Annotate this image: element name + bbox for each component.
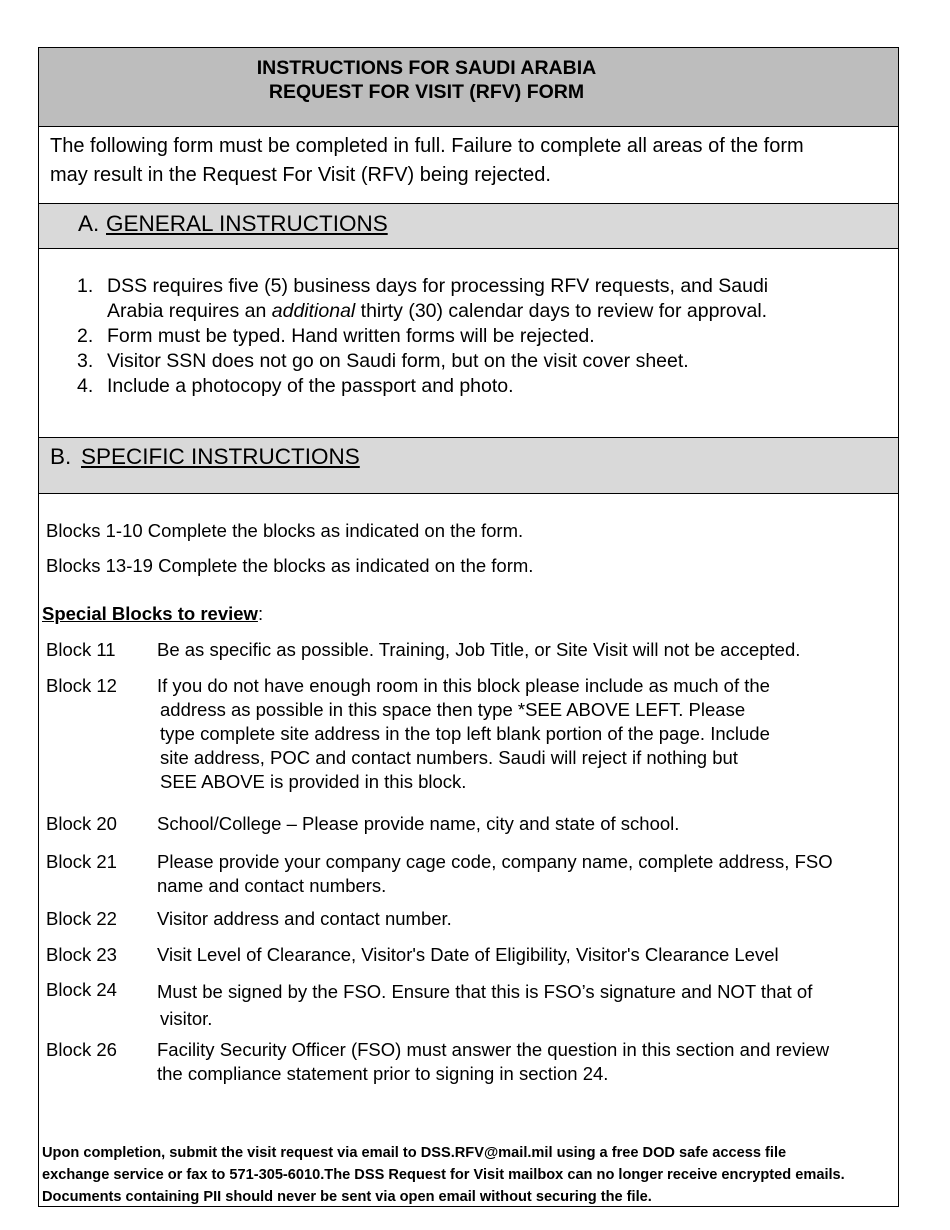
block-21-line: name and contact numbers. xyxy=(157,875,387,896)
intro-section xyxy=(39,127,898,204)
block-11-label: Block 11 xyxy=(46,639,116,660)
block-20-line: School/College – Please provide name, city and state of school. xyxy=(157,813,680,834)
item-1-text-post: thirty (30) calendar days to review for approval. xyxy=(355,300,768,322)
block-24-line: visitor. xyxy=(160,1008,213,1029)
block-12-line: type complete site address in the top left blank portion of the page. Include xyxy=(160,723,770,744)
section-a-body xyxy=(39,249,898,438)
block-12-line: SEE ABOVE is provided in this block. xyxy=(160,771,467,792)
submission-note-line-2: exchange service or fax to 571-305-6010.The DSS Request for Visit mailbox can no longer receive encrypted emails. xyxy=(42,1167,845,1183)
section-b-title: SPECIFIC INSTRUCTIONS xyxy=(81,444,360,469)
block-22-text xyxy=(157,907,895,931)
block-20-label: Block 20 xyxy=(46,813,117,834)
special-blocks-heading xyxy=(42,603,263,625)
section-a-title: GENERAL INSTRUCTIONS xyxy=(106,211,388,236)
block-26-line: Facility Security Officer (FSO) must answer the question in this section and review xyxy=(157,1039,830,1060)
block-21-line: Please provide your company cage code, company name, complete address, FSO xyxy=(157,851,833,872)
item-2-text: Form must be typed. Hand written forms will be rejected. xyxy=(107,325,595,347)
block-12-line: If you do not have enough room in this block please include as much of the xyxy=(157,675,770,696)
intro-line-2: may result in the Request For Visit (RFV) being rejected. xyxy=(50,164,551,186)
intro-text xyxy=(50,132,890,190)
blocks-1-10-text: Blocks 1-10 Complete the blocks as indicated on the form. xyxy=(46,520,524,541)
block-23-text xyxy=(157,943,895,967)
list-number: 2. xyxy=(77,325,94,347)
block-12-line: address as possible in this space then type *SEE ABOVE LEFT. Please xyxy=(160,699,746,720)
form-title xyxy=(39,56,814,104)
item-3-text: Visitor SSN does not go on Saudi form, but on the visit cover sheet. xyxy=(107,350,689,372)
blocks-13-19-text: Blocks 13-19 Complete the blocks as indicated on the form. xyxy=(46,555,534,576)
section-b-letter: B. xyxy=(50,444,72,469)
title-section xyxy=(39,48,898,127)
list-item xyxy=(39,374,889,399)
block-22-label: Block 22 xyxy=(46,908,117,929)
submission-note-line-1: Upon completion, submit the visit request via email to DSS.RFV@mail.mil using a free DOD safe access file xyxy=(42,1145,787,1161)
block-21-text xyxy=(157,850,895,898)
item-4-text: Include a photocopy of the passport and photo. xyxy=(107,375,514,397)
submission-note xyxy=(42,1142,900,1208)
list-number: 4. xyxy=(77,375,94,397)
general-instructions-list xyxy=(39,274,889,399)
list-number: 1. xyxy=(77,275,94,297)
block-24-label: Block 24 xyxy=(46,979,117,1000)
block-12-text xyxy=(157,674,895,794)
title-line-2: REQUEST FOR VISIT (RFV) FORM xyxy=(268,81,585,103)
item-1-line-1: DSS requires five (5) business days for processing RFV requests, and Saudi xyxy=(107,275,769,297)
list-number: 3. xyxy=(77,350,94,372)
block-24-line: Must be signed by the FSO. Ensure that this is FSO’s signature and NOT that of xyxy=(157,981,813,1002)
section-a-header xyxy=(39,204,898,249)
block-11-text xyxy=(157,638,895,662)
block-22-line: Visitor address and contact number. xyxy=(157,908,452,929)
block-23-line: Visit Level of Clearance, Visitor's Date of Eligibility, Visitor's Clearance Level xyxy=(157,944,779,965)
section-b-header xyxy=(39,438,898,494)
submission-note-line-3: Documents containing PII should never be sent via open email without securing the file. xyxy=(42,1189,652,1205)
block-12-label: Block 12 xyxy=(46,675,117,696)
section-a-letter: A. xyxy=(78,211,100,236)
item-1-emphasis: additional xyxy=(271,300,356,322)
item-1-line-2 xyxy=(107,299,889,324)
block-23-label: Block 23 xyxy=(46,944,117,965)
special-blocks-colon: : xyxy=(257,603,264,624)
special-blocks-label: Special Blocks to review xyxy=(42,603,258,624)
list-item xyxy=(39,349,889,374)
block-24-text xyxy=(157,978,895,1032)
list-item xyxy=(39,324,889,349)
block-20-text xyxy=(157,812,895,836)
title-line-1: INSTRUCTIONS FOR SAUDI ARABIA xyxy=(256,57,597,79)
instructions-form xyxy=(38,47,899,1207)
intro-line-1: The following form must be completed in full. Failure to complete all areas of the form xyxy=(50,135,804,157)
block-11-line: Be as specific as possible. Training, Job Title, or Site Visit will not be accepted. xyxy=(157,639,801,660)
block-26-label: Block 26 xyxy=(46,1039,117,1060)
block-26-text xyxy=(157,1038,895,1086)
block-26-line: the compliance statement prior to signing in section 24. xyxy=(157,1063,609,1084)
list-item xyxy=(39,274,889,324)
item-1-text-pre: Arabia requires an xyxy=(107,300,272,322)
block-21-label: Block 21 xyxy=(46,851,117,872)
block-12-line: site address, POC and contact numbers. Saudi will reject if nothing but xyxy=(160,747,738,768)
